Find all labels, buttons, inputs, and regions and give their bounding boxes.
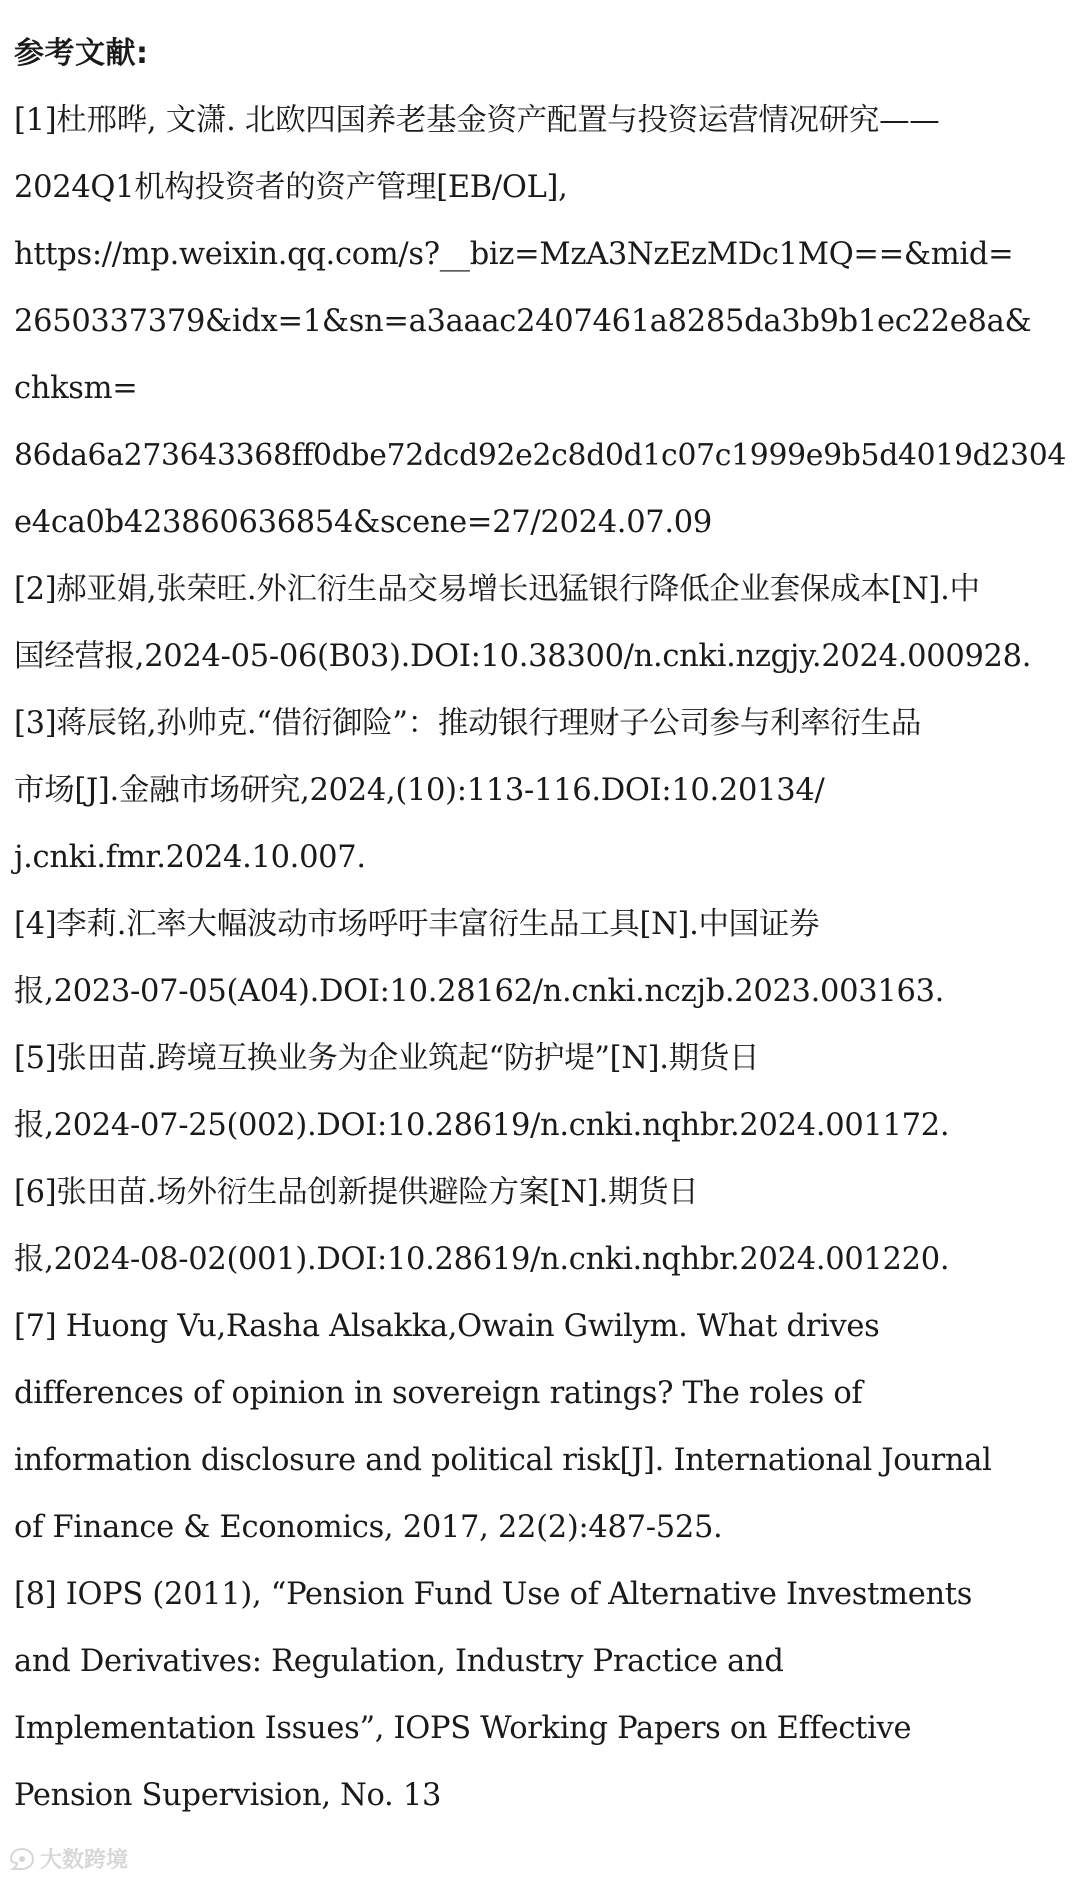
reference-line: e4ca0b423860636854&scene=27/2024.07.09 — [14, 505, 713, 540]
reference-line: [1]杜邢晔, 文潇. 北欧四国养老基金资产配置与投资运营情况研究—— — [14, 103, 940, 138]
reference-line: 报,2024-07-25(002).DOI:10.28619/n.cnki.nqhbr.2024.001172. — [14, 1108, 950, 1143]
reference-item — [14, 1159, 1072, 1293]
reference-item — [14, 87, 1072, 556]
reference-line: differences of opinion in sovereign ratings? The roles of — [14, 1376, 863, 1411]
reference-line: https://mp.weixin.qq.com/s?__biz=MzA3NzEzMDc1MQ==&mid= — [14, 237, 1014, 272]
reference-list — [14, 87, 1072, 1829]
reference-item — [14, 690, 1072, 891]
reference-line: 报,2024-08-02(001).DOI:10.28619/n.cnki.nqhbr.2024.001220. — [14, 1242, 950, 1277]
reference-line: [6]张田苗.场外衍生品创新提供避险方案[N].期货日 — [14, 1175, 699, 1210]
reference-line: 2024Q1机构投资者的资产管理[EB/OL], — [14, 170, 568, 205]
reference-line: [8] IOPS (2011), “Pension Fund Use of Alternative Investments — [14, 1577, 973, 1612]
reference-line: [4]李莉.汇率大幅波动市场呼吁丰富衍生品工具[N].中国证券 — [14, 907, 820, 942]
watermark-logo-icon — [8, 1847, 36, 1871]
reference-line: of Finance & Economics, 2017, 22(2):487-525. — [14, 1510, 723, 1545]
watermark-text: 大数跨境 — [40, 1848, 129, 1873]
reference-line: 国经营报,2024-05-06(B03).DOI:10.38300/n.cnki.nzgjy.2024.000928. — [14, 639, 1032, 674]
reference-line: [5]张田苗.跨境互换业务为企业筑起“防护堤”[N].期货日 — [14, 1041, 760, 1076]
reference-line: chksm= — [14, 371, 138, 406]
reference-line: Implementation Issues”, IOPS Working Papers on Effective — [14, 1711, 912, 1746]
reference-item — [14, 1025, 1072, 1159]
reference-line: Pension Supervision, No. 13 — [14, 1778, 442, 1813]
references-heading: 参考文献: — [14, 36, 149, 71]
reference-line: [7] Huong Vu,Rasha Alsakka,Owain Gwilym. What drives — [14, 1309, 880, 1344]
document-page — [14, 20, 1072, 1829]
reference-line: and Derivatives: Regulation, Industry Practice and — [14, 1644, 784, 1679]
watermark — [8, 1843, 128, 1874]
reference-item — [14, 891, 1072, 1025]
reference-line: 86da6a273643368ff0dbe72dcd92e2c8d0d1c07c1999e9b5d4019d2304 — [14, 438, 1067, 473]
reference-item — [14, 1561, 1072, 1829]
reference-line: information disclosure and political risk[J]. International Journal — [14, 1443, 992, 1478]
reference-item — [14, 556, 1072, 690]
reference-line: 市场[J].金融市场研究,2024,(10):113-116.DOI:10.20134/ — [14, 773, 825, 808]
reference-line: [3]蒋辰铭,孙帅克.“借衍御险”：推动银行理财子公司参与利率衍生品 — [14, 706, 922, 741]
reference-line: j.cnki.fmr.2024.10.007. — [14, 840, 366, 875]
reference-line: [2]郝亚娟,张荣旺.外汇衍生品交易增长迅猛银行降低企业套保成本[N].中 — [14, 572, 980, 607]
reference-item — [14, 1293, 1072, 1561]
reference-line: 2650337379&idx=1&sn=a3aaac2407461a8285da3b9b1ec22e8a& — [14, 304, 1032, 339]
reference-line: 报,2023-07-05(A04).DOI:10.28162/n.cnki.nczjb.2023.003163. — [14, 974, 945, 1009]
